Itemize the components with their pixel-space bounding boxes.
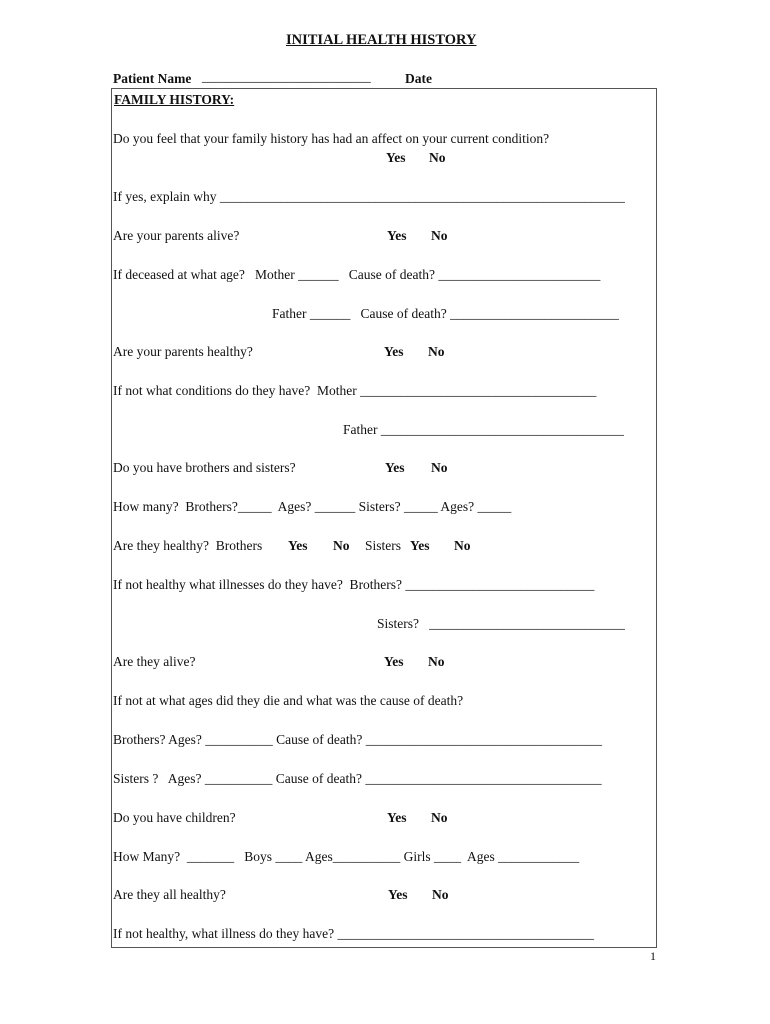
yes-option-7[interactable]: Yes <box>388 887 408 902</box>
question-siblings-death: If not at what ages did they die and what was the cause of death? <box>113 693 464 708</box>
question-parents-alive: Are your parents alive? <box>113 228 240 243</box>
section-title: FAMILY HISTORY: <box>114 92 235 107</box>
patient-name-field[interactable]: _________________________ <box>202 69 371 84</box>
brothers-death-field[interactable]: Brothers? Ages? __________ Cause of death? ___________________________________ <box>113 732 602 747</box>
yes-option-3[interactable]: Yes <box>384 344 404 359</box>
yes-option-5[interactable]: Yes <box>384 654 404 669</box>
sisters-label: Sisters <box>365 538 402 553</box>
question-parents-healthy: Are your parents healthy? <box>113 344 253 359</box>
siblings-count-field[interactable]: How many? Brothers?_____ Ages? ______ Sisters? _____ Ages? _____ <box>113 499 512 514</box>
father-conditions-field[interactable]: Father ____________________________________ <box>343 422 624 437</box>
mother-deceased-field[interactable]: If deceased at what age? Mother ______ Cause of death? ________________________ <box>113 267 601 282</box>
no-option-7[interactable]: No <box>432 887 449 902</box>
patient-name-label: Patient Name <box>113 71 192 86</box>
no-option-4[interactable]: No <box>431 460 448 475</box>
no-option-3[interactable]: No <box>428 344 445 359</box>
brothers-no-option[interactable]: No <box>333 538 350 553</box>
question-family-history: Do you feel that your family history has had an affect on your current condition? <box>113 131 550 146</box>
father-deceased-field[interactable]: Father ______ Cause of death? _________________________ <box>272 306 619 321</box>
sisters-yes-option[interactable]: Yes <box>410 538 430 553</box>
sisters-illnesses-field[interactable]: Sisters? _____________________________ <box>377 616 625 631</box>
sisters-death-field[interactable]: Sisters ? Ages? __________ Cause of death? ___________________________________ <box>113 771 602 786</box>
yes-option-4[interactable]: Yes <box>385 460 405 475</box>
children-illness-field[interactable]: If not healthy, what illness do they have? ______________________________________ <box>113 926 594 941</box>
yes-option-6[interactable]: Yes <box>387 810 407 825</box>
page-number: 1 <box>650 949 656 963</box>
page-title: INITIAL HEALTH HISTORY <box>286 32 477 48</box>
question-siblings: Do you have brothers and sisters? <box>113 460 296 475</box>
sisters-no-option[interactable]: No <box>454 538 471 553</box>
date-label: Date <box>405 71 432 86</box>
no-option-1[interactable]: No <box>429 150 446 165</box>
no-option-2[interactable]: No <box>431 228 448 243</box>
explain-why-field[interactable]: If yes, explain why ____________________________________________________________ <box>113 189 625 204</box>
no-option-6[interactable]: No <box>431 810 448 825</box>
yes-option-2[interactable]: Yes <box>387 228 407 243</box>
brothers-illnesses-field[interactable]: If not healthy what illnesses do they have? Brothers? ____________________________ <box>113 577 595 592</box>
brothers-yes-option[interactable]: Yes <box>288 538 308 553</box>
yes-option-1[interactable]: Yes <box>386 150 406 165</box>
question-siblings-healthy: Are they healthy? Brothers <box>113 538 263 553</box>
children-count-field[interactable]: How Many? _______ Boys ____ Ages__________ Girls ____ Ages ____________ <box>113 849 580 864</box>
question-siblings-alive: Are they alive? <box>113 654 196 669</box>
question-children-healthy: Are they all healthy? <box>113 887 226 902</box>
mother-conditions-field[interactable]: If not what conditions do they have? Mother ___________________________________ <box>113 383 597 398</box>
no-option-5[interactable]: No <box>428 654 445 669</box>
question-children: Do you have children? <box>113 810 236 825</box>
